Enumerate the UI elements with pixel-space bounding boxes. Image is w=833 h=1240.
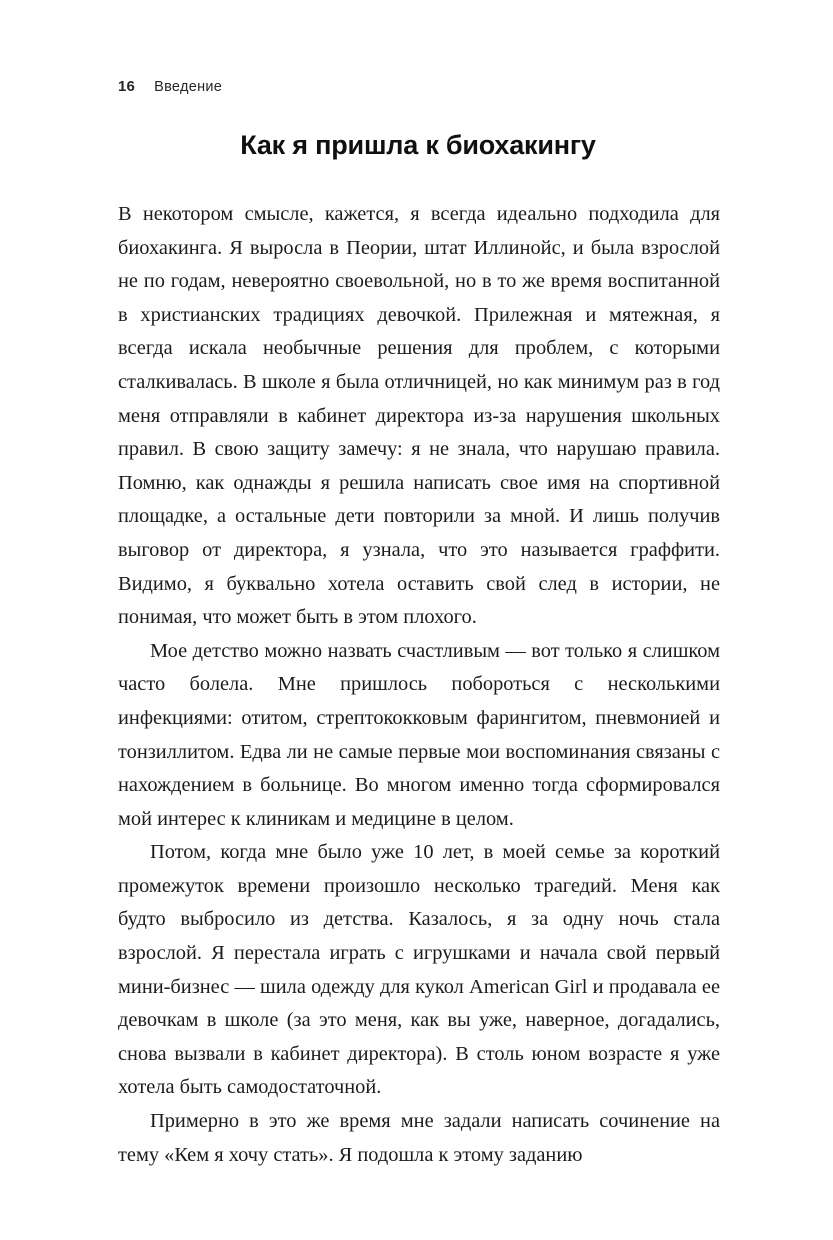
page-number: 16	[118, 78, 136, 95]
running-head	[118, 78, 222, 95]
paragraph-2: Мое детство можно назвать счастливым — вот только я слишком часто болела. Мне пришлось побороться с несколькими инфекциями: отитом, стрептококковым фарингитом, пневмонией и тонзиллитом. Едва ли не самые первые мои воспоминания связаны с нахождением в больнице. Во многом именно тогда сформировался мой интерес к клиникам и медицине в целом.	[118, 639, 720, 830]
paragraph-4: Примерно в это же время мне задали написать сочинение на тему «Кем я хочу стать». Я подошла к этому заданию	[118, 1110, 720, 1166]
paragraph-1: В некотором смысле, кажется, я всегда идеально подходила для биохакинга. Я выросла в Пеории, штат Иллинойс, и была взрослой не по годам, невероятно своевольной, но в то же время воспитанной в христианских традициях девочкой. Прилежная и мятежная, я всегда искала необычные решения для проблем, с которыми сталкивалась. В школе я была отличницей, но как минимум раз в год меня отправляли в кабинет директора из-за нарушения школьных правил. В свою защиту замечу: я не знала, что нарушаю правила. Помню, как однажды я решила написать свое имя на спортивной площадке, а остальные дети повторили за мной. И лишь получив выговор от директора, я узнала, что это называется граффити. Видимо, я буквально хотела оставить свой след в истории, не понимая, что может быть в этом плохого.	[118, 203, 720, 629]
paragraph-3: Потом, когда мне было уже 10 лет, в моей семье за короткий промежуток времени произошло несколько трагедий. Меня как будто выбросило из детства. Казалось, я за одну ночь стала взрослой. Я перестала играть с игрушками и начала свой первый мини-бизнес — шила одежду для кукол American Girl и продавала ее девочкам в школе (за это меня, как вы уже, наверное, догадались, снова вызвали в кабинет директора). В столь юном возрасте я уже хотела быть самодостаточной.	[118, 841, 720, 1099]
body-text	[118, 198, 720, 1172]
running-head-title: Введение	[154, 79, 223, 95]
chapter-title: Как я пришла к биохакингу	[240, 130, 596, 160]
